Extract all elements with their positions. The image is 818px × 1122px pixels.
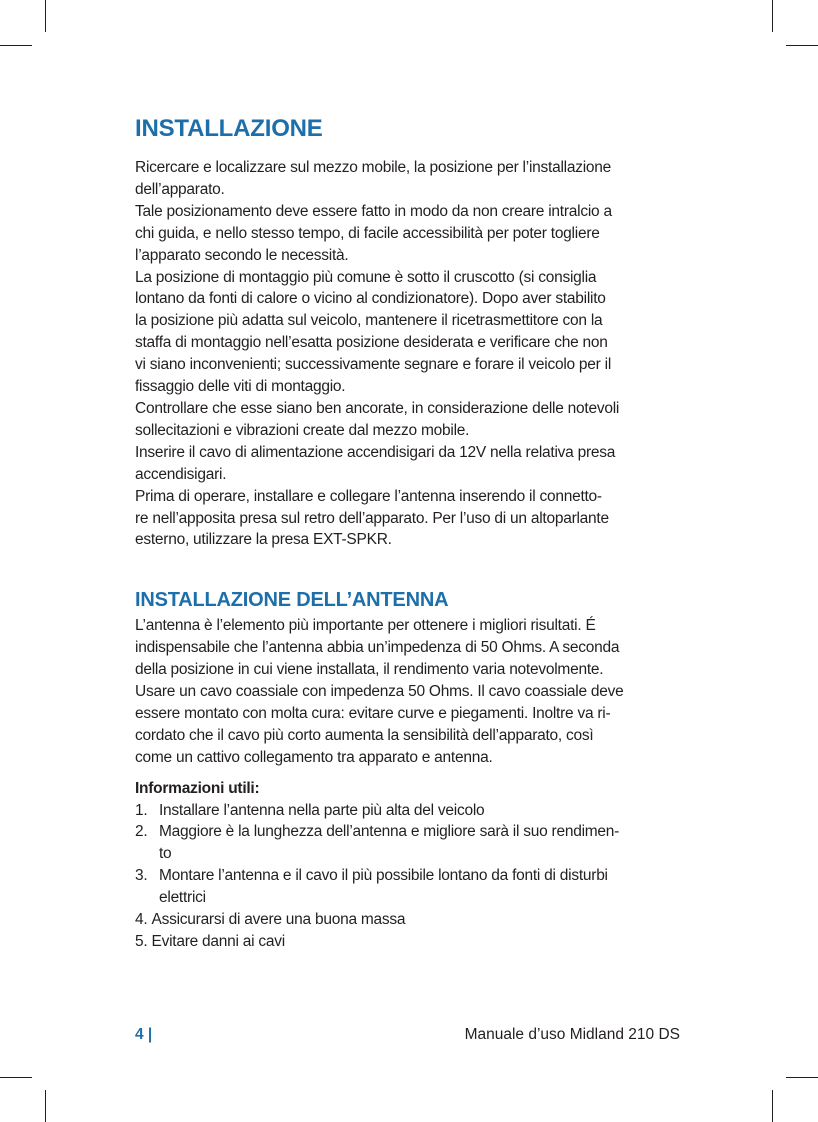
crop-mark: [786, 45, 818, 46]
text-line: vi siano inconvenienti; successivamente segnare e forare il veicolo per il: [135, 356, 612, 374]
text-line: dell’apparato.: [135, 180, 225, 198]
text-line: La posizione di montaggio più comune è sotto il cruscotto (si consiglia: [135, 268, 597, 286]
list-item: [135, 931, 683, 953]
list-item-number: 4.: [135, 911, 148, 929]
page-number: 4 |: [135, 1026, 153, 1043]
text-line: Ricercare e localizzare sul mezzo mobile, la posizione per l’installazione: [135, 159, 612, 176]
tips-list: [135, 800, 683, 953]
section-title-antenna: INSTALLAZIONE DELL’ANTENNA: [135, 589, 449, 612]
text-line: L’antenna è l’elemento più importante per ottenere i migliori risultati. É: [135, 617, 596, 635]
text-line: accendisigari.: [135, 465, 227, 483]
manual-title: Manuale d’uso Midland 210 DS: [464, 1026, 680, 1043]
list-item-line: Montare l’antenna e il cavo il più possibile lontano da fonti di disturbi: [159, 867, 608, 885]
list-item: [135, 909, 683, 931]
text-line: Tale posizionamento deve essere fatto in modo da non creare intralcio a: [135, 202, 612, 220]
crop-mark: [772, 1090, 773, 1122]
list-item-text: [159, 865, 683, 909]
text-line: cordato che il cavo più corto aumenta la sensibilità dell’apparato, così: [135, 726, 594, 744]
list-item-text: Evitare danni ai cavi: [151, 933, 285, 950]
text-line: chi guida, e nello stesso tempo, di facile accessibilità per poter togliere: [135, 224, 600, 242]
list-item-number: 5.: [135, 933, 148, 950]
page-content: [135, 113, 683, 953]
list-item-text: Installare l’antenna nella parte più alta del veicolo: [159, 801, 485, 819]
list-item-line: elettrici: [159, 889, 206, 907]
installation-paragraph: [135, 157, 683, 551]
list-item: [135, 821, 683, 865]
text-line: fissaggio delle viti di montaggio.: [135, 378, 346, 396]
text-line: esterno, utilizzare la presa EXT-SPKR.: [135, 531, 392, 549]
list-item-number: 2.: [135, 823, 148, 841]
crop-mark: [0, 1077, 32, 1078]
text-line: Controllare che esse siano ben ancorate, in considerazione delle notevoli: [135, 399, 620, 417]
crop-mark: [45, 1090, 46, 1122]
antenna-paragraph: [135, 615, 683, 768]
list-item-line: to: [159, 845, 172, 863]
list-item-text: [159, 821, 683, 865]
info-title: Informazioni utili:: [135, 779, 260, 797]
text-line: come un cattivo collegamento tra apparato e antenna.: [135, 748, 493, 766]
list-item-text: Assicurarsi di avere una buona massa: [151, 911, 406, 929]
text-line: indispensabile che l’antenna abbia un’impedenza di 50 Ohms. A seconda: [135, 639, 620, 657]
list-item: [135, 800, 683, 822]
list-item-number: 3.: [135, 867, 148, 885]
crop-mark: [786, 1077, 818, 1078]
text-line: re nell’apposita presa sul retro dell’apparato. Per l’uso di un altoparlante: [135, 509, 609, 527]
list-item: [135, 865, 683, 909]
crop-mark: [772, 0, 773, 32]
text-line: staffa di montaggio nell’esatta posizione desiderata e verificare che non: [135, 334, 608, 352]
list-item-number: 1.: [135, 801, 148, 819]
text-line: lontano da fonti di calore o vicino al condizionatore). Dopo aver stabilito: [135, 290, 606, 308]
text-line: la posizione più adatta sul veicolo, mantenere il ricetrasmettitore con la: [135, 312, 603, 330]
list-item-line: Maggiore è la lunghezza dell’antenna e migliore sarà il suo rendimen-: [159, 823, 620, 841]
text-line: Inserire il cavo di alimentazione accendisigari da 12V nella relativa presa: [135, 443, 616, 461]
page-footer: [135, 1026, 680, 1048]
section-title-installazione: INSTALLAZIONE: [135, 115, 323, 142]
crop-mark: [45, 0, 46, 32]
text-line: essere montato con molta cura: evitare curve e piegamenti. Inoltre va ri-: [135, 704, 611, 722]
text-line: Usare un cavo coassiale con impedenza 50 Ohms. Il cavo coassiale deve: [135, 683, 624, 701]
crop-mark: [0, 45, 32, 46]
text-line: l’apparato secondo le necessità.: [135, 246, 349, 264]
text-line: della posizione in cui viene installata, il rendimento varia notevolmente.: [135, 661, 604, 679]
text-line: Prima di operare, installare e collegare l’antenna inserendo il connetto-: [135, 487, 602, 505]
text-line: sollecitazioni e vibrazioni create dal mezzo mobile.: [135, 421, 470, 439]
